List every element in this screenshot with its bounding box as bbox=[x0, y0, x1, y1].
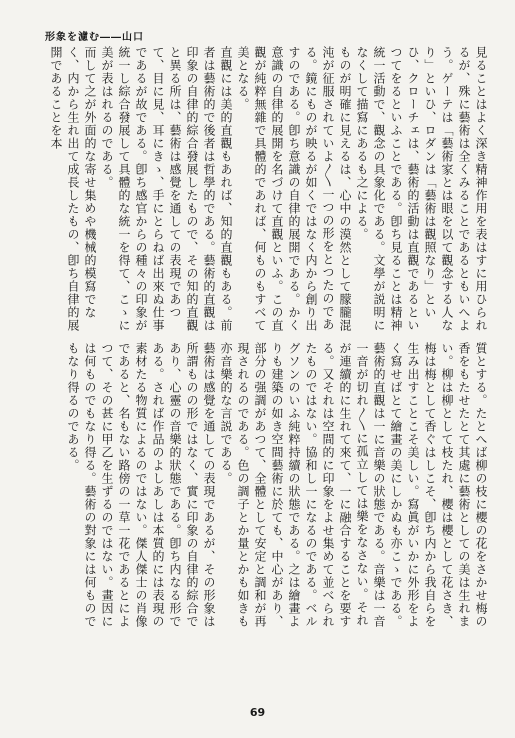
running-header: 形象を濾む――山口 bbox=[45, 32, 144, 43]
paragraph: 直觀には美的直觀もあれば、知的直觀もある。前者は藝術的で後者は哲學的である。藝術的直觀は印象の自律的綜合發展したもので、その知的直觀と異る所は、藝術は感覺を通しての表現であつて、目に見、耳にきゝ、手にとらねば出來ぬ仕事であるが故である。卽ち感官からの種々の印象が統一し綜合發展して具體的な統一を得て、こゝに美が表はれるのである。 bbox=[100, 46, 233, 332]
body-text-upper-block bbox=[29, 46, 489, 332]
paragraph: 而して之が外面的な寄せ集めや機械的模寫でなく、内から生れ出て成長したもの、卽ち自律的展開であることを本 bbox=[49, 46, 97, 332]
paragraph: 藝術は感覺を通しての表現であるが、その形象は所謂ものの形ではなく、實に印象の自律的綜合であり、心靈の音樂的狀態である。卽ち内なる形である。されば作品のよしあしは本質的には表現の素材たる物質によるのではない。傑人傑士の肖像であると、名もない路傍の一草一花であるとによつて、その甚に甲乙を生ずるのではない。畫因には何ものでもなり得る。藝術の對象には何ものでもなり得るのである。 bbox=[66, 342, 216, 628]
page-number: 69 bbox=[249, 706, 266, 719]
paragraph: ものが明確に見えるは、心中の漠然として朦朧混沌が征服されていよ〳〵一つの形をとつたのである。鏡にものが映るが如くではなく内から創り出すのである。卽ち意識の自律的展開である。かく意識の自律的展開を名づけて直觀といふ。この直觀が純粹無雜で具體的であれば、何ものもすべて美となる。 bbox=[236, 46, 352, 332]
body-text-lower-block bbox=[29, 342, 489, 634]
paragraph: 質とする。たとへば柳の枝に櫻の花をさかせ梅の香をもたせたとて其處に藝術としての美は生れまい。柳は柳として枝たれ、櫻は櫻として花さき、梅は梅として香ぐはしこそ、卽ち内から我自らを生み出すことこそ美しい。寫眞がいかに外形をよく寫せばとて繪畫の美にしかぬも亦こゝである。 bbox=[389, 342, 488, 628]
paragraph: 見ることはよく深き精神作用を表はすに用ひられるが、殊に藝術は全くみることであるともいへよう。ゲーテは「藝術家とは眼を以て觀念する人なり」といひ、ロダンは「藝術は觀照なり」といひ、クローチェは、藝術的活動は直觀であるといつてをるといふことである。卽ち見ることは精神統一活動で、觀念の具象化である。文學が説明になくして描寫にあるも之による。 bbox=[355, 46, 488, 332]
paragraph: 藝術的直觀は一に音樂の狀態である。音樂は一音一音が切れ〳〵に孤立しては樂をなさない。それが連續的に生れて來て、一に融合することを要する。又それは空間的に印象をよせ集めて並べられたものではない。協和し一になるのである。ベルグソンのいふ純粹持續の狀態である。之は繪畫よりも建築の如き空間藝術に於ても、中心があり、部分の强調があつて、全體として安定と調和が再現されるのである。色の調子とか量とかも如きも亦音樂的な言説である。 bbox=[219, 342, 386, 628]
